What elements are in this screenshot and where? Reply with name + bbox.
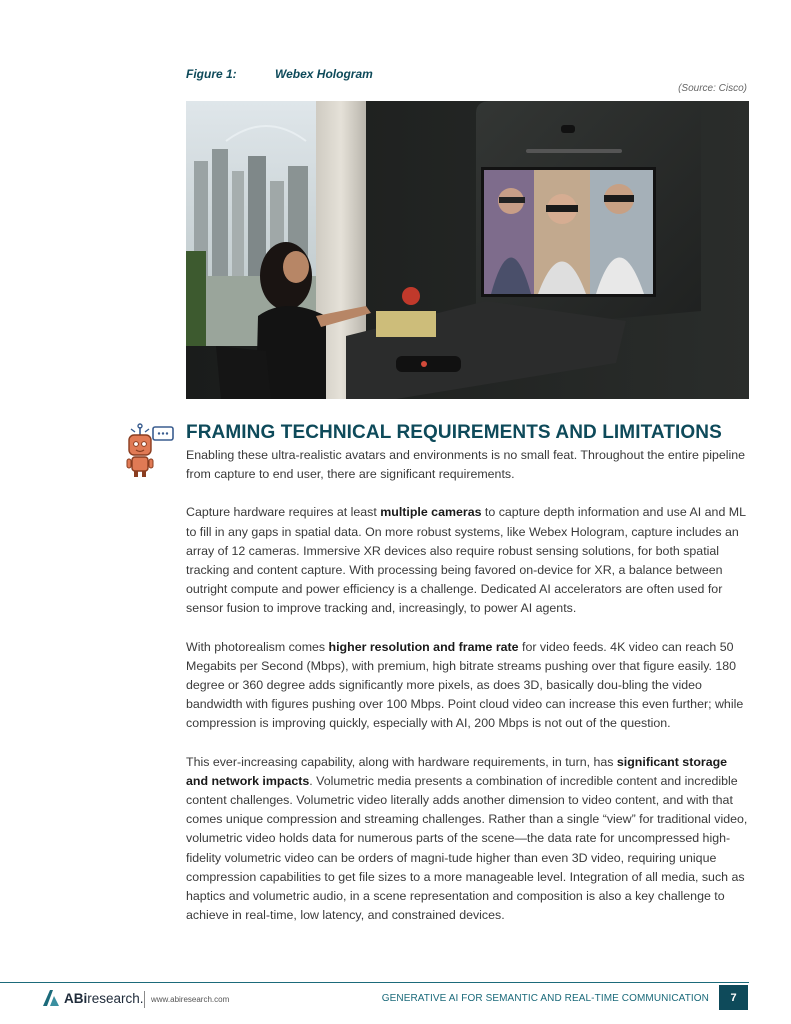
text-run: Capture hardware requires at least bbox=[186, 505, 381, 520]
text-run: . Volumetric media presents a combination of incredible content and incredible content challenges. Volumetric video literally adds another dimension to video content, and with that comes unique compression and streaming challenges. Rather than a single “view” for traditional video, volumetric video holds data for numerous parts of the scene—the data rate for uncompressed high-fidelity volumetric video can be orders of magni-tude higher than even 3D video, requiring unique compression capabilities to get file sizes to a more manageable level. Integration of all media, such as haptics and volumetric audio, in a scene representation and composition is also a key challenge to achieve in real-time, low latency, and constrained devices. bbox=[186, 773, 748, 923]
text-run: This ever-increasing capability, along with hardware requirements, in turn, has bbox=[186, 754, 617, 769]
text-run: Enabling these ultra-realistic avatars and environments is no small feat. Throughout the entire pipeline from capture to end user, there are significant requirements. bbox=[186, 448, 746, 482]
page-number: 7 bbox=[719, 985, 748, 1010]
footer-url-link[interactable]: www.abiresearch.com bbox=[151, 995, 230, 1004]
bold-phrase: multiple cameras bbox=[380, 505, 482, 520]
robot-chat-icon bbox=[125, 423, 175, 479]
abi-logo-icon bbox=[42, 989, 60, 1007]
paragraph bbox=[186, 446, 748, 484]
brand-name bbox=[64, 991, 144, 1006]
text-run: for video feeds. 4K video can reach 50 Megabits per Second (Mbps), with premium, high bitrate streams pushing over that figure easily. 180 degree or 360 degree adds significantly more pixels, as does 3D, basically dou-bling the video bandwidth with figures pushing over 100 Mbps. Point cloud video can increase this even further; while compression is improving quickly, especially with AI, 200 Mbps is not out of the question. bbox=[186, 639, 744, 731]
footer-doc-title: GENERATIVE AI FOR SEMANTIC AND REAL-TIME COMMUNICATION bbox=[381, 993, 709, 1004]
bold-phrase: higher resolution and frame rate bbox=[328, 639, 519, 654]
paragraph bbox=[186, 638, 748, 734]
paragraph bbox=[186, 753, 748, 926]
text-run: to capture depth information and use AI and ML to fill in any gaps in spatial data. On more robust systems, like Webex Hologram, capture includes an array of 12 cameras. Immersive XR devices also require robust sensing solutions, for both spatial tracking and content capture. With processing being favored on-device for XR, a balance between outright compute and power efficiency is a challenge. Dedicated AI accelerators are often used for sensor fusion to improve tracking and, increasingly, to power AI agents. bbox=[186, 505, 746, 616]
brand-rest: research. bbox=[87, 990, 144, 1006]
abi-logo[interactable] bbox=[42, 988, 144, 1008]
figure-source: (Source: Cisco) bbox=[678, 83, 747, 94]
section-heading: FRAMING TECHNICAL REQUIREMENTS AND LIMITATIONS bbox=[186, 422, 722, 443]
footer-rule bbox=[0, 982, 749, 983]
brand-bold: ABi bbox=[64, 990, 88, 1006]
webex-hologram-photo bbox=[186, 101, 749, 399]
paragraph bbox=[186, 503, 748, 618]
text-run: With photorealism comes bbox=[186, 639, 329, 654]
body-text bbox=[186, 446, 748, 944]
figure-label: Figure 1: bbox=[186, 67, 237, 81]
footer-divider bbox=[144, 991, 145, 1008]
bold-phrase: significant storage and network impacts bbox=[186, 754, 728, 788]
figure-title: Webex Hologram bbox=[275, 67, 373, 81]
